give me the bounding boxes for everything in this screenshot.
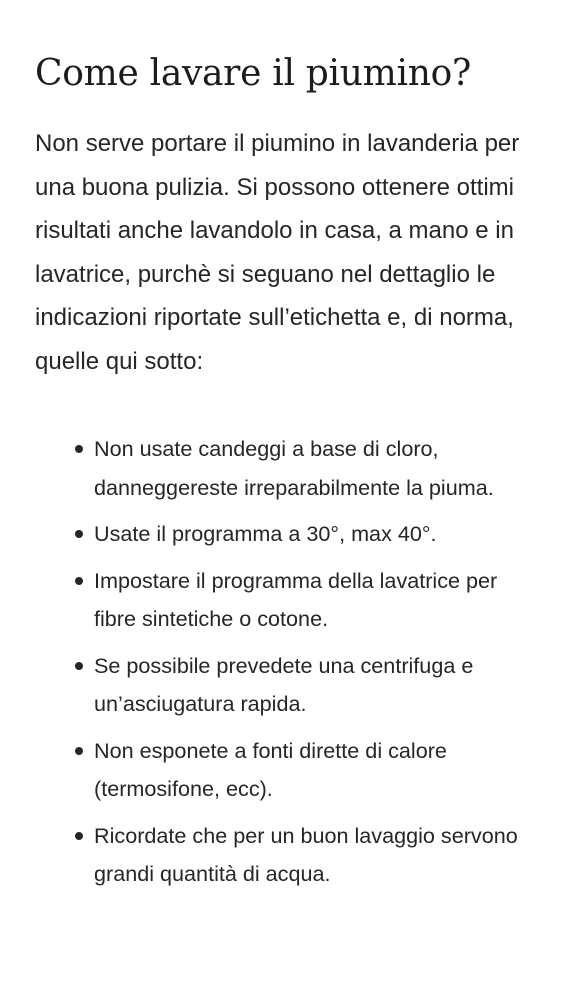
list-item-text: Usate il programma a 30°, max 40°.: [94, 521, 437, 546]
article-title: Come lavare il piumino?: [35, 53, 471, 94]
bullet-icon: [75, 530, 83, 538]
list-item: [35, 562, 535, 639]
list-item: [35, 430, 535, 507]
list-item: [35, 647, 535, 724]
list-item-text: Non esponete a fonti dirette di calore (termosifone, ecc).: [94, 737, 447, 801]
list-item: [35, 732, 535, 809]
bullet-icon: [75, 445, 83, 453]
bullet-icon: [75, 577, 83, 585]
list-item: [35, 515, 535, 554]
bullet-icon: [75, 662, 83, 670]
intro-paragraph: Non serve portare il piumino in lavanderia per una buona pulizia. Si possono ottenere ottimi risultati anche lavandolo in casa, a mano e in lavatrice, purchè si seguano nel dettaglio le indicazioni riportate sull’etichetta e, di norma, quelle qui sotto:: [35, 130, 520, 375]
washing-tips-list: [35, 430, 535, 894]
list-item-text: Impostare il programma della lavatrice per fibre sintetiche o cotone.: [94, 567, 498, 631]
bullet-icon: [75, 832, 83, 840]
article: [35, 48, 545, 902]
list-item-text: Se possibile prevedete una centrifuga e un’asciugatura rapida.: [94, 652, 474, 716]
list-item: [35, 817, 535, 894]
list-item-text: Non usate candeggi a base di cloro, danneggereste irreparabilmente la piuma.: [94, 436, 494, 500]
bullet-icon: [75, 747, 83, 755]
list-item-text: Ricordate che per un buon lavaggio servono grandi quantità di acqua.: [94, 822, 518, 886]
